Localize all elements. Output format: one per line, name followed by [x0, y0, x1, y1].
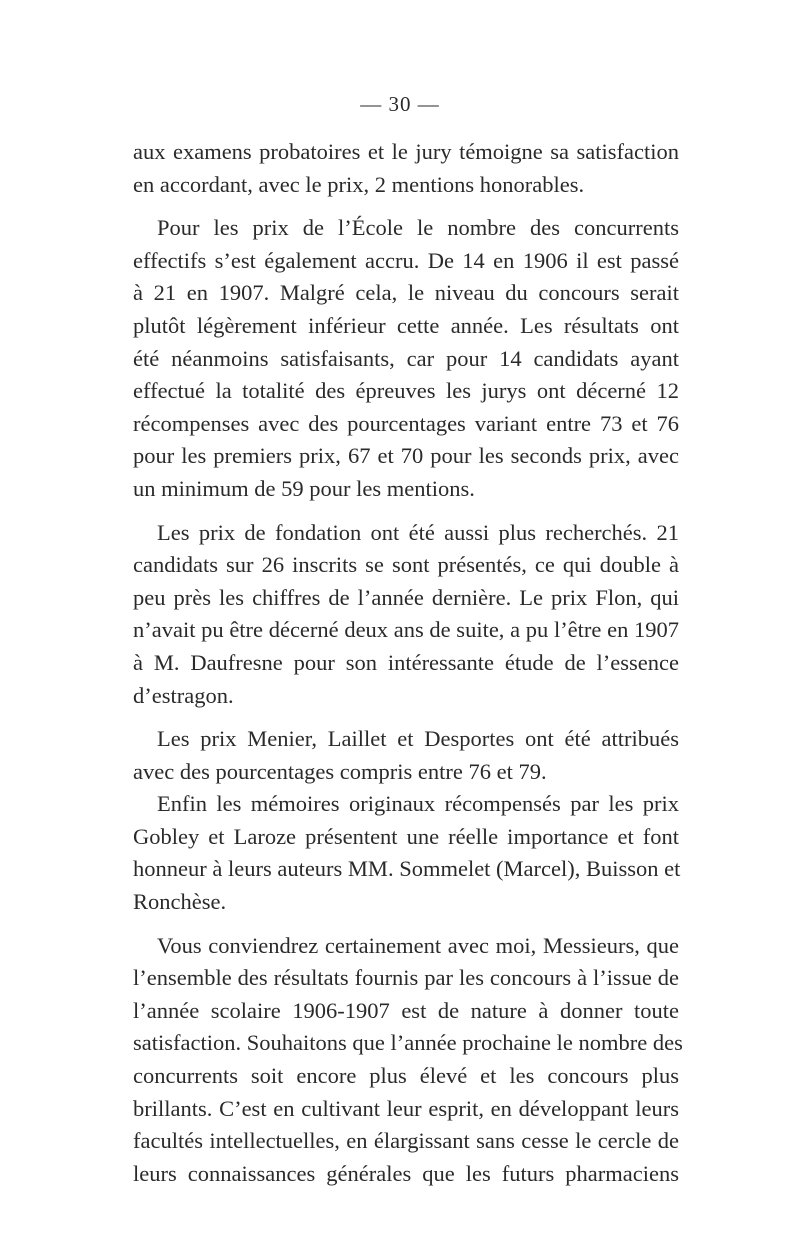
text-line: Vous conviendrez certainement avec moi, Messieurs, que [157, 932, 679, 958]
text-line: aux examens probatoires et le jury témoigne sa satisfaction [133, 139, 679, 164]
text-line: Les prix Menier, Laillet et Desportes ont été attribués [157, 726, 679, 752]
text-line: Pour les prix de l’École le nombre des concurrents [157, 215, 679, 241]
text-line: l’année scolaire 1906-1907 est de nature à donner toute [133, 997, 679, 1023]
text-line: pour les premiers prix, 67 et 70 pour les seconds prix, avec [133, 443, 679, 469]
text-line: concurrents soit encore plus élevé et les concours plus [133, 1063, 679, 1089]
paragraph-3 [133, 517, 679, 713]
text-line: été néanmoins satisfaisants, car pour 14 candidats ayant [133, 345, 679, 371]
text-line: Ronchèse. [133, 889, 227, 915]
text-line: en accordant, avec le prix, 2 mentions honorables. [133, 171, 585, 197]
paragraph-4 [133, 723, 679, 788]
text-line: brillants. C’est en cultivant leur esprit, en développant leurs [133, 1095, 679, 1121]
text-line: l’ensemble des résultats fournis par les concours à l’issue de [133, 965, 679, 991]
text-line: honneur à leurs auteurs MM. Sommelet (Marcel), Buisson et [133, 856, 681, 882]
text-line: Enfin les mémoires originaux récompensés par les prix [157, 791, 679, 817]
paragraph-5 [133, 788, 679, 918]
paragraph-1 [133, 136, 679, 201]
text-line: facultés intellectuelles, en élargissant sans cesse le cercle de [133, 1128, 679, 1154]
text-line: à 21 en 1907. Malgré cela, le niveau du concours serait [133, 280, 679, 306]
text-line: Les prix de fondation ont été aussi plus recherchés. 21 [157, 519, 679, 545]
text-line: à M. Daufresne pour son intéressante étude de l’essence [133, 649, 679, 675]
text-line: n’avait pu être décerné deux ans de suite, a pu l’être en 1907 [133, 617, 679, 643]
text-line: effectué la totalité des épreuves les jurys ont décerné 12 [133, 378, 679, 404]
page-number: — 30 — [360, 92, 440, 116]
text-line: d’estragon. [133, 682, 234, 708]
text-line: effectifs s’est également accru. De 14 en 1906 il est passé [133, 247, 679, 273]
text-line: peu près les chiffres de l’année dernière. Le prix Flon, qui [133, 584, 679, 610]
text-line: plutôt légèrement inférieur cette année. Les résultats ont [133, 312, 679, 338]
text-line: récompenses avec des pourcentages variant entre 73 et 76 [133, 410, 679, 436]
text-line: Gobley et Laroze présentent une réelle importance et font [133, 823, 679, 849]
text-line: satisfaction. Souhaitons que l’année prochaine le nombre des [133, 1030, 683, 1056]
text-line: leurs connaissances générales que les futurs pharmaciens [133, 1160, 679, 1186]
body-text [133, 136, 683, 1190]
paragraph-2 [133, 212, 679, 505]
text-line: candidats sur 26 inscrits se sont présentés, ce qui double à [133, 552, 679, 578]
text-line: avec des pourcentages compris entre 76 et 79. [133, 758, 547, 784]
text-line: un minimum de 59 pour les mentions. [133, 475, 475, 501]
paragraph-6 [133, 930, 683, 1191]
